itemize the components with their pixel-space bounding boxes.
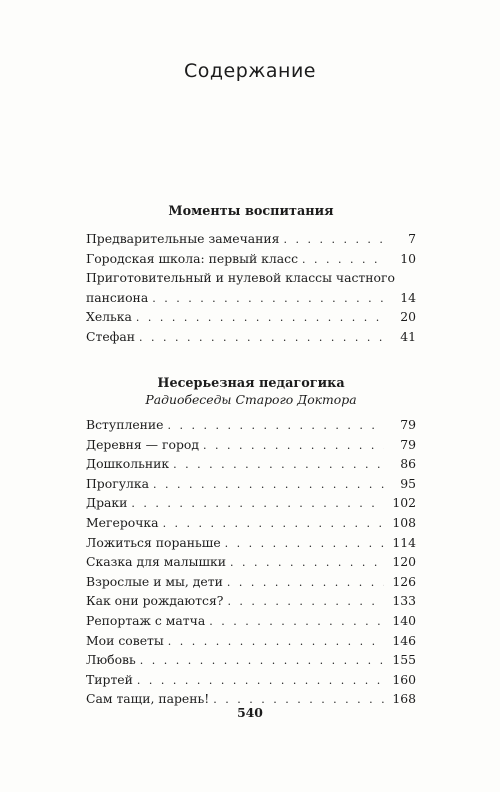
toc-entry-page: 79: [400, 436, 416, 452]
leader-dots: [230, 553, 384, 572]
leader-dots: [227, 573, 384, 592]
leader-dots: [137, 671, 384, 690]
toc-entry-label: Драки: [86, 495, 128, 511]
toc-entry-page: 95: [400, 475, 416, 491]
leader-dots: [225, 534, 384, 553]
toc-entry-label: Репортаж с матча: [86, 612, 206, 628]
toc-entry-label: Деревня — город: [86, 436, 199, 452]
toc-entry-page: 7: [408, 231, 416, 246]
toc-entry[interactable]: [86, 513, 416, 533]
toc-entry[interactable]: [86, 611, 416, 631]
toc-entry-page: 126: [392, 573, 416, 589]
toc-entry[interactable]: [86, 268, 416, 307]
leader-dots: [153, 475, 384, 494]
toc-entry-label-line1: Приготовительный и нулевой классы частного: [86, 270, 395, 286]
leader-dots: [139, 328, 384, 347]
toc-section-pedagogy: [86, 376, 416, 709]
toc-section-moments: [86, 204, 416, 347]
toc-entry-page: 79: [400, 417, 416, 432]
toc-entry-page: 20: [400, 309, 416, 325]
leader-dots: [131, 494, 384, 513]
toc-entry-label: Любовь: [86, 652, 136, 668]
toc-entry[interactable]: [86, 493, 416, 513]
toc-entry[interactable]: [86, 650, 416, 670]
toc-entry-page: 114: [392, 534, 416, 550]
toc-entry-page: 133: [392, 593, 416, 609]
toc-entry-label: Хелька: [86, 309, 132, 325]
leader-dots: [203, 436, 384, 455]
leader-dots: [227, 592, 384, 611]
toc-entry-label: Взрослые и мы, дети: [86, 573, 223, 589]
toc-entry-label: Сам тащи, парень!: [86, 691, 210, 707]
toc-entry[interactable]: [86, 454, 416, 474]
toc-entry-page: 140: [392, 612, 416, 628]
toc-entry-page: 160: [392, 671, 416, 687]
toc-entry[interactable]: [86, 229, 416, 249]
toc-entry-label: Как они рождаются?: [86, 593, 224, 609]
toc-entry-label: Ложиться пораньше: [86, 534, 221, 550]
toc-entry-label: Мои советы: [86, 632, 164, 648]
leader-dots: [209, 612, 384, 631]
leader-dots: [152, 289, 384, 308]
leader-dots: [168, 632, 384, 651]
toc-entry[interactable]: [86, 631, 416, 651]
toc-entry-page: 41: [400, 328, 416, 344]
leader-dots: [173, 455, 384, 474]
toc-entry-page: 14: [400, 289, 416, 305]
toc-entry-page: 102: [392, 495, 416, 511]
toc-entry-label: Вступление: [86, 417, 164, 432]
toc-entry-page: 120: [392, 554, 416, 570]
toc-entry[interactable]: [86, 415, 416, 435]
toc-entry-list: [86, 415, 416, 709]
page-title: Содержание: [184, 60, 316, 82]
leader-dots: [163, 514, 384, 533]
toc-entry-label-line2: пансиона: [86, 289, 149, 305]
toc-entry-label: Дошкольник: [86, 456, 170, 472]
toc-entry[interactable]: [86, 670, 416, 690]
toc-entry[interactable]: [86, 327, 416, 347]
toc-entry[interactable]: [86, 552, 416, 572]
toc-entry-page: 146: [392, 632, 416, 648]
toc-entry-label: Стефан: [86, 328, 136, 344]
toc-entry-label: Прогулка: [86, 475, 149, 491]
toc-entry-label: Мегерочка: [86, 514, 159, 530]
toc-entry-page: 10: [400, 250, 416, 266]
toc-entry-page: 155: [392, 652, 416, 668]
toc-entry-label: Предварительные замечания: [86, 231, 280, 246]
toc-entry-label: Городская школа: первый класс: [86, 250, 299, 266]
toc-entry-label: Сказка для малышки: [86, 554, 226, 570]
leader-dots: [136, 308, 384, 327]
toc-entry-page: 108: [392, 514, 416, 530]
section-heading: Несерьезная педагогика: [157, 376, 345, 391]
toc-entry-page: 168: [392, 691, 416, 707]
leader-dots: [283, 230, 384, 249]
toc-entry[interactable]: [86, 572, 416, 592]
toc-entry-page: 86: [400, 456, 416, 472]
toc-entry[interactable]: [86, 591, 416, 611]
page-number: 540: [237, 705, 263, 720]
toc-entry[interactable]: [86, 249, 416, 269]
section-subheading: Радиобеседы Старого Доктора: [145, 392, 357, 407]
leader-dots: [302, 250, 384, 269]
toc-entry[interactable]: [86, 307, 416, 327]
toc-entry[interactable]: [86, 533, 416, 553]
leader-dots: [168, 416, 384, 435]
leader-dots: [140, 651, 384, 670]
section-heading: Моменты воспитания: [168, 204, 334, 219]
toc-entry[interactable]: [86, 474, 416, 494]
toc-entry-label: Тиртей: [86, 671, 133, 687]
toc-entry[interactable]: [86, 435, 416, 455]
